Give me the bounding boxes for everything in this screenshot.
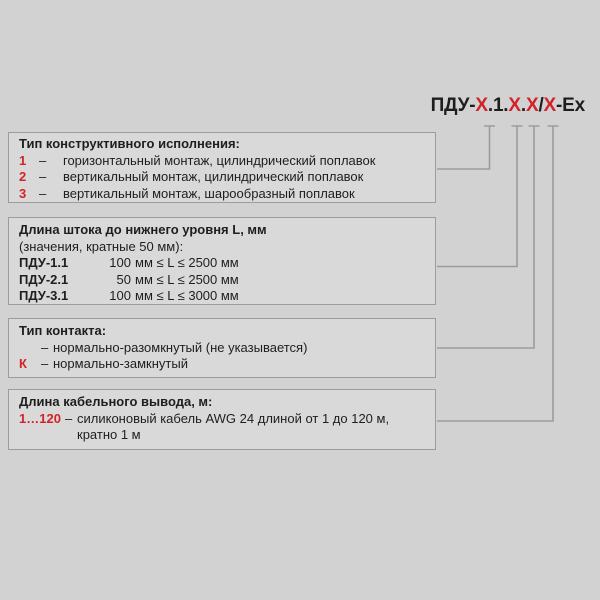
- code-segment-x1: X: [475, 95, 488, 116]
- row-code: 2: [19, 169, 27, 184]
- row-text-line1: силиконовый кабель AWG 24 длиной от 1 до 120 м,: [77, 410, 390, 426]
- legend-row: [19, 169, 425, 186]
- connector-line-1: [437, 126, 495, 169]
- row-code: 1…120: [19, 410, 61, 426]
- row-range: мм ≤ L ≤ 2500 мм: [135, 255, 239, 270]
- code-segment-dot2: .: [520, 95, 526, 116]
- legend-row: [19, 272, 425, 289]
- row-code: 3: [19, 185, 27, 201]
- row-text-line2: кратно 1 м: [77, 427, 141, 442]
- row-dash: –: [41, 339, 49, 355]
- row-range: мм ≤ L ≤ 3000 мм: [135, 288, 239, 303]
- legend-row: [19, 255, 425, 272]
- legend-row: [19, 153, 425, 170]
- row-min-value: 50: [116, 271, 131, 287]
- row-min-value: 100: [109, 255, 131, 270]
- code-segment-x3: X: [525, 95, 539, 116]
- code-segment-slash: /: [538, 95, 544, 116]
- code-segment-prefix: ПДУ-: [430, 95, 476, 116]
- row-dash: –: [41, 356, 49, 371]
- code-segment-x2: X: [508, 95, 521, 116]
- row-dash: –: [39, 152, 47, 168]
- legend-box-rod-length: [8, 217, 436, 305]
- product-code-title: [431, 95, 585, 117]
- row-dash: –: [39, 169, 47, 184]
- legend-row: [19, 288, 425, 305]
- box-title: Тип конструктивного исполнения:: [19, 136, 240, 151]
- row-text: нормально-разомкнутый (не указывается): [53, 339, 308, 355]
- row-range: мм ≤ L ≤ 2500 мм: [135, 271, 239, 287]
- row-text: [77, 411, 389, 444]
- row-code: 1: [19, 152, 27, 168]
- legend-row: [19, 186, 425, 203]
- box-title: Длина кабельного вывода, м:: [19, 394, 213, 409]
- row-text: вертикальный монтаж, цилиндрический поплавок: [63, 169, 364, 184]
- row-text: горизонтальный монтаж, цилиндрический поплавок: [63, 152, 376, 168]
- legend-row: [19, 356, 425, 373]
- connector-line-3: [437, 126, 540, 348]
- legend-box-construction-type: [8, 132, 436, 203]
- connector-line-4: [437, 126, 559, 421]
- box-subtitle: (значения, кратные 50 мм):: [19, 238, 184, 254]
- row-model: ПДУ-2.1: [19, 271, 69, 287]
- connector-line-2: [437, 126, 523, 267]
- row-dash: –: [39, 185, 47, 201]
- legend-box-contact-type: [8, 318, 436, 378]
- code-segment-suffix: -Ex: [556, 95, 585, 116]
- box-title: Тип контакта:: [19, 323, 107, 338]
- row-min-value: 100: [109, 288, 131, 303]
- legend-row: [19, 340, 425, 357]
- row-model: ПДУ-1.1: [19, 255, 69, 270]
- row-code: К: [19, 356, 27, 371]
- code-segment-dot1: .1.: [487, 95, 509, 116]
- legend-row: [19, 411, 425, 444]
- legend-box-cable-length: [8, 389, 436, 450]
- row-text: вертикальный монтаж, шарообразный поплавок: [63, 185, 355, 201]
- row-model: ПДУ-3.1: [19, 288, 69, 303]
- row-text: нормально-замкнутый: [53, 356, 188, 371]
- row-dash: –: [65, 410, 73, 426]
- code-segment-x4: X: [543, 95, 557, 116]
- box-title: Длина штока до нижнего уровня L, мм: [19, 222, 267, 237]
